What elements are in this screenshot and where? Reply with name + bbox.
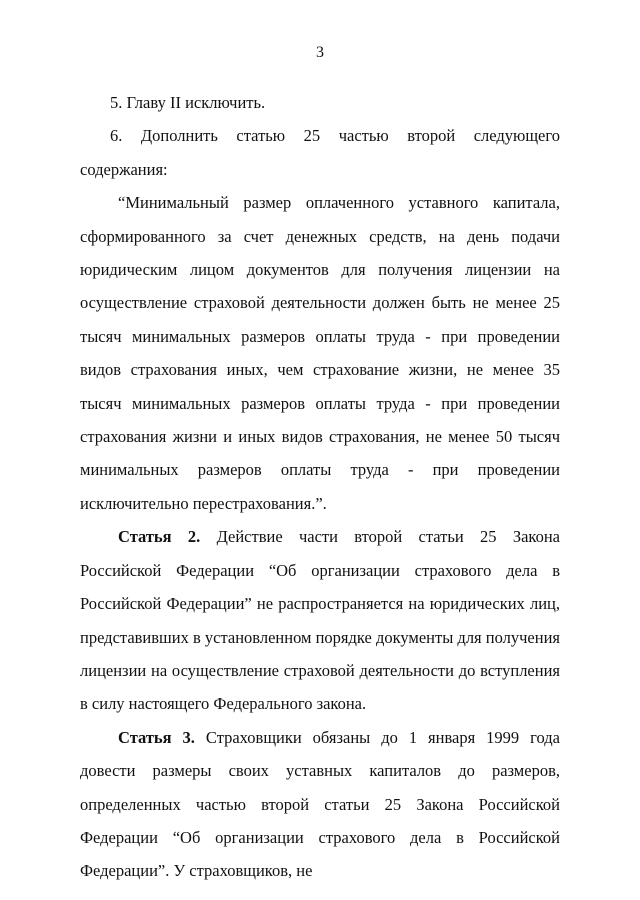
article-3-text: Страховщики обязаны до 1 января 1999 года довести размеры своих уставных капиталов до размеров, определенных частью второй статьи 25 Закона Российской Федерации “Об организации страхового дела в Российской Федерации”. У страховщиков, не — [80, 727, 560, 881]
paragraph-article-25-amendment: 6. Дополнить статью 25 частью второй следующего содержания: — [80, 126, 560, 179]
paragraph-article-2 — [80, 520, 560, 720]
article-2-text: Действие части второй статьи 25 Закона Российской Федерации “Об организации страхового дела в Российской Федерации” не распространяется на юридических лиц, представивших в установленном порядке документы для получения лицензии на осуществление страховой деятельности до вступления в силу настоящего Федерального закона. — [80, 527, 560, 714]
document-body — [80, 86, 560, 888]
page-number: 3 — [316, 44, 324, 61]
article-2-title: Статья 2. — [118, 527, 201, 547]
paragraph-article-3 — [80, 721, 560, 888]
paragraph-chapter-removal: 5. Главу II исключить. — [110, 93, 266, 112]
article-3-title: Статья 3. — [118, 727, 195, 747]
paragraph-minimum-capital-quote: “Минимальный размер оплаченного уставного капитала, сформированного за счет денежных средств, на день подачи юридическим лицом документов для получения лицензии на осуществление страховой деятельности должен быть не менее 25 тысяч минимальных размеров оплаты труда - при проведении видов страхования иных, чем страхование жизни, не менее 35 тысяч минимальных размеров оплаты труда - при проведении страхования жизни и иных видов страхования, не менее 50 тысяч минимальных размеров оплаты труда - при проведении исключительно перестрахования.”. — [80, 193, 560, 513]
